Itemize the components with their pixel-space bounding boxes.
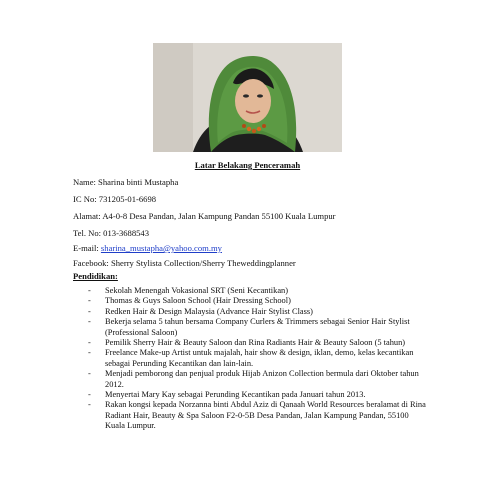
portrait-image bbox=[153, 43, 342, 152]
list-item: - Freelance Make-up Artist untuk majalah, hair show & design, iklan, demo, kelas kecantikan sebagai Perunding Kecantikan dan lain-lain. bbox=[88, 348, 428, 369]
list-item: - Redken Hair & Design Malaysia (Advance Hair Stylist Class) bbox=[88, 307, 428, 317]
address-line: Alamat: A4-0-8 Desa Pandan, Jalan Kampung Pandan 55100 Kuala Lumpur bbox=[73, 211, 336, 221]
education-heading: Pendidikan: bbox=[73, 271, 118, 281]
list-item: - Sekolah Menengah Vokasional SRT (Seni Kecantikan) bbox=[88, 286, 428, 296]
email-line bbox=[73, 243, 222, 253]
email-link[interactable]: sharina_mustapha@yahoo.com.my bbox=[100, 243, 222, 253]
section-heading: Latar Belakang Penceramah bbox=[194, 160, 301, 170]
list-item: - Bekerja selama 5 tahun bersama Company Curlers & Trimmers sebagai Senior Hair Stylist (Professional Saloon) bbox=[88, 317, 428, 338]
name-line: Name: Sharina binti Mustapha bbox=[73, 177, 179, 187]
list-item: - Menyertai Mary Kay sebagai Perunding Kecantikan pada Januari tahun 2013. bbox=[88, 390, 428, 400]
list-item: - Rakan kongsi kepada Norzanna binti Abdul Aziz di Qanaah World Resources beralamat di Rina Radiant Hair, Beauty & Spa Saloon F2-0-5B Desa Pandan, Jalan Kampung Pandan, 55100 Kuala Lumpur. bbox=[88, 400, 428, 431]
list-item: - Pemilik Sherry Hair & Beauty Saloon dan Rina Radiants Hair & Beauty Saloon (5 tahun) bbox=[88, 338, 428, 348]
list-item: - Menjadi pemborong dan penjual produk Hijab Anizon Collection bermula dari Oktober tahun 2012. bbox=[88, 369, 428, 390]
phone-line: Tel. No: 013-3688543 bbox=[73, 228, 150, 238]
list-item: - Thomas & Guys Saloon School (Hair Dressing School) bbox=[88, 296, 428, 306]
ic-number-line: IC No: 731205-01-6698 bbox=[73, 194, 157, 204]
facebook-line: Facebook: Sherry Stylista Collection/Sherry Theweddingplanner bbox=[73, 258, 296, 268]
email-label: E-mail: bbox=[73, 243, 101, 253]
education-list bbox=[88, 286, 428, 432]
portrait-photo bbox=[153, 43, 342, 152]
